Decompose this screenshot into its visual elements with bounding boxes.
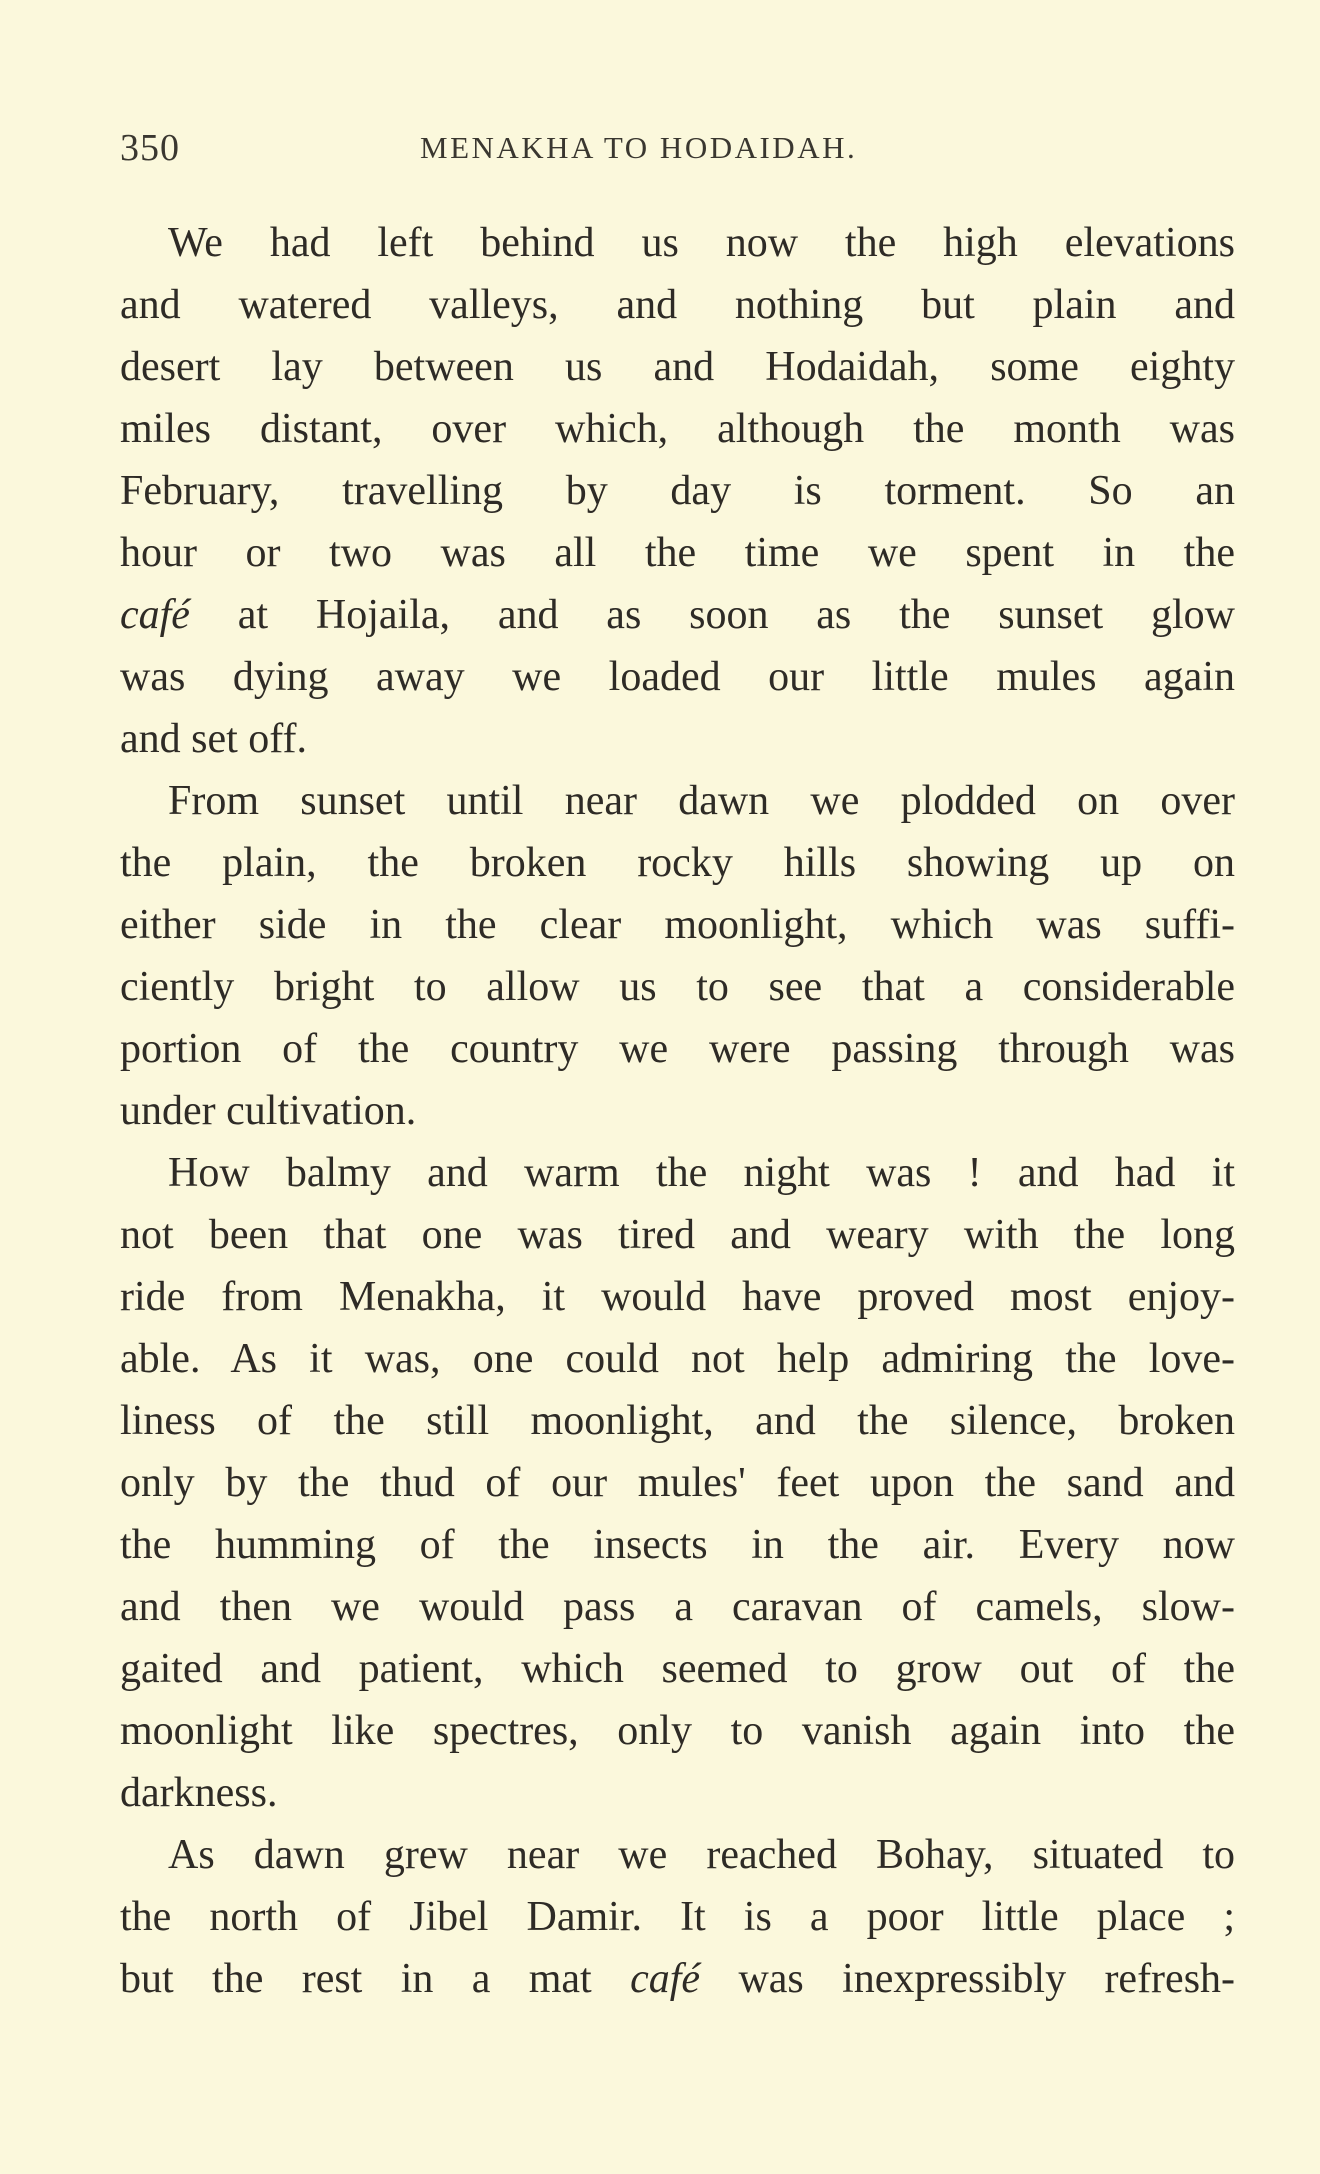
text-line: As dawn grew near we reached Bohay, situated to — [168, 1832, 1235, 1878]
paragraph-2 — [120, 770, 1235, 1142]
text-line: moonlight like spectres, only to vanish again into the — [120, 1708, 1235, 1754]
text-line: February, travelling by day is torment. So an — [120, 468, 1235, 514]
text-line: liness of the still moonlight, and the silence, broken — [120, 1398, 1235, 1444]
italic-word: café — [630, 1956, 701, 2002]
text-line: How balmy and warm the night was ! and had it — [168, 1150, 1235, 1196]
page-number: 350 — [120, 127, 180, 169]
running-head: MENAKHA TO HODAIDAH. — [420, 130, 858, 165]
text-line: portion of the country we were passing through was — [120, 1026, 1235, 1072]
page-header — [120, 126, 1235, 174]
text-line: under cultivation. — [120, 1088, 417, 1134]
text-line: ciently bright to allow us to see that a considerable — [120, 964, 1235, 1010]
text-line: ride from Menakha, it would have proved most enjoy- — [120, 1274, 1235, 1320]
body-text — [120, 212, 1235, 2010]
text-line: We had left behind us now the high elevations — [168, 220, 1235, 266]
text-line: only by the thud of our mules' feet upon the sand and — [120, 1460, 1235, 1506]
text-line: darkness. — [120, 1770, 278, 1816]
text-line: either side in the clear moonlight, which was suffi- — [120, 902, 1235, 948]
line-rest: was inexpressibly refresh- — [738, 1956, 1236, 2002]
paragraph-3 — [120, 1142, 1235, 1824]
text-line: the north of Jibel Damir. It is a poor little place ; — [120, 1894, 1235, 1940]
text-line: gaited and patient, which seemed to grow out of the — [120, 1646, 1235, 1692]
text-line: and set off. — [120, 716, 308, 762]
text-line: the humming of the insects in the air. Every now — [120, 1522, 1235, 1568]
text-line: not been that one was tired and weary with the long — [120, 1212, 1235, 1258]
text-line: From sunset until near dawn we plodded on over — [168, 778, 1235, 824]
italic-word: café — [120, 592, 190, 638]
text-line — [120, 1948, 1235, 2010]
text-line — [120, 584, 1235, 646]
paragraph-4 — [120, 1824, 1235, 2010]
text-line: was dying away we loaded our little mules again — [120, 654, 1235, 700]
line-start: but the rest in a mat — [120, 1956, 592, 2002]
text-line: and then we would pass a caravan of camels, slow- — [120, 1584, 1235, 1630]
text-line: the plain, the broken rocky hills showing up on — [120, 840, 1235, 886]
text-line: able. As it was, one could not help admiring the love- — [120, 1336, 1235, 1382]
text-line: desert lay between us and Hodaidah, some eighty — [120, 344, 1235, 390]
text-line: hour or two was all the time we spent in the — [120, 530, 1235, 576]
line-rest: at Hojaila, and as soon as the sunset glow — [237, 592, 1236, 638]
paragraph-1 — [120, 212, 1235, 770]
text-line: miles distant, over which, although the month was — [120, 406, 1235, 452]
text-line: and watered valleys, and nothing but plain and — [120, 282, 1235, 328]
